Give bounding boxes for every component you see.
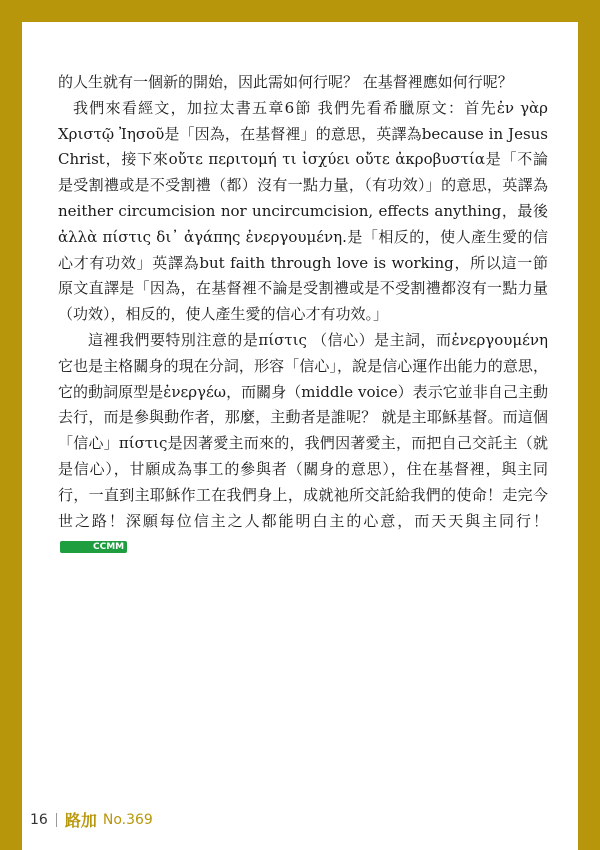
issue-number: No.369 xyxy=(102,811,153,828)
magazine-logo: 路加 xyxy=(64,811,97,830)
article-body xyxy=(58,70,548,560)
paragraph-3 xyxy=(58,328,548,560)
page xyxy=(22,22,578,850)
paragraph-3-text: 這裡我們要特別注意的是πίστις （信心）是主詞，而ἐνεργουμένη它也是主格關身的現在分詞，形容「信心」，說是信心運作出能力的意思，它的動詞原型是ἐνεργέω，而關身（middle voice）表示它並非自己主動去行，而是參與動作者，那麼，主動者是誰呢？ 就是主耶穌基督。而這個「信心」πίστις是因著愛主而來的，我們因著愛主，而把自己交託主（就是信心），甘願成為事工的參與者（關身的意思），住在基督裡，與主同行，一直到主耶穌作工在我們身上，成就祂所交託給我們的使命！走完今世之路！深願每位信主之人都能明白主的心意，而天天與主同行！ xyxy=(58,330,548,530)
paragraph-1: 的人生就有一個新的開始，因此需如何行呢？ 在基督裡應如何行呢？ xyxy=(58,73,513,91)
footer-divider xyxy=(56,813,57,827)
ccmm-tag: CCMM xyxy=(60,541,127,553)
paragraph-2: 我們來看經文，加拉太書五章6節 我們先看希臘原文：首先ἐν γὰρ Χριστῷ Ἰησοῦ是「因為，在基督裡」的意思，英譯為because in Jesus Christ，接下來οὔτε περιτομή τι ἰσχύει οὔτε ἀκροβυστία是「不論是受割禮或是不受割禮（都）沒有一點力量，（有功效）」的意思，英譯為neither circumcision nor uncircumcision, effects anything，最後ἀλλὰ πίστις δι᾽ ἀγάπης ἐνεργουμένη.是「相反的，使人產生愛的信心才有功效」英譯為but faith through love is working，所以這一節原文直譯是「因為，在基督裡不論是受割禮或是不受割禮都沒有一點力量（功效），相反的，使人產生愛的信心才有功效。」 xyxy=(58,98,548,324)
page-footer xyxy=(30,808,153,831)
page-number: 16 xyxy=(30,811,48,828)
